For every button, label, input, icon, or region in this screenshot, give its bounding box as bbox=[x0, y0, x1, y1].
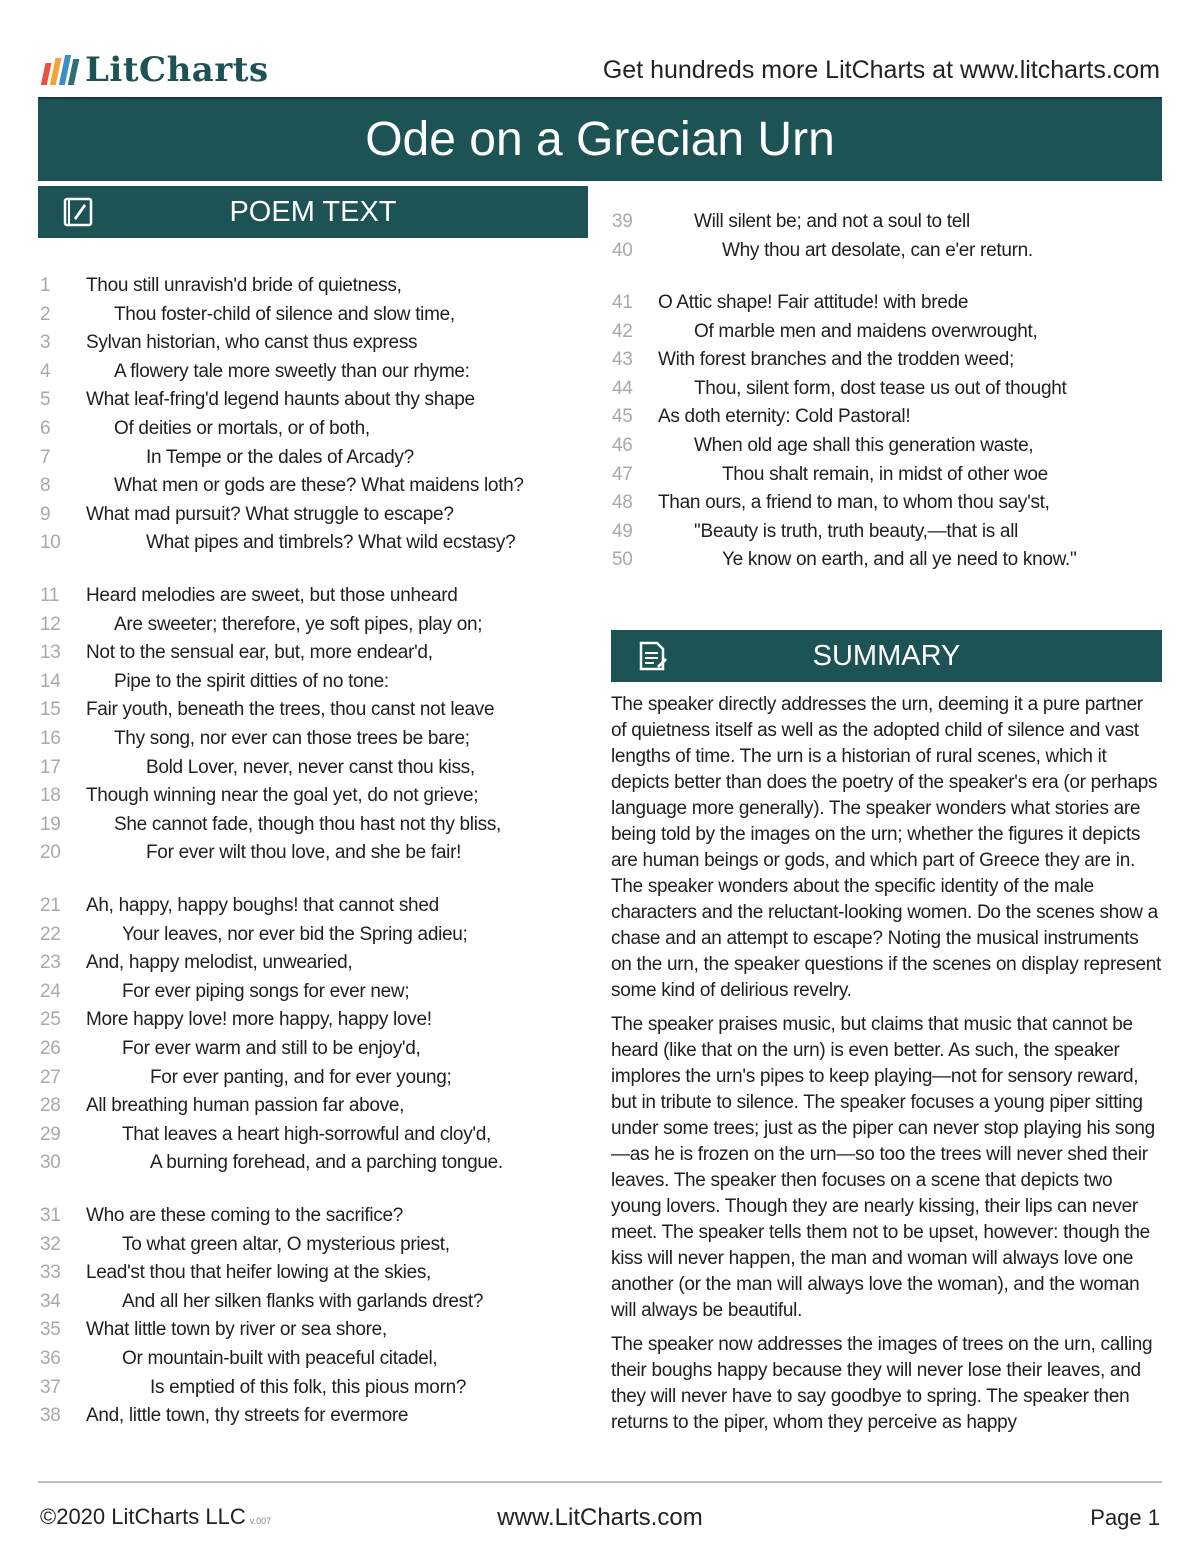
page-title: Ode on a Grecian Urn bbox=[38, 97, 1162, 181]
line-text: Thy song, nor ever can those trees be bare; bbox=[114, 728, 470, 749]
line-number: 44 bbox=[612, 377, 633, 399]
line-text: What pipes and timbrels? What wild ecstasy? bbox=[146, 532, 516, 554]
poem-text-header bbox=[38, 186, 588, 238]
poem-line bbox=[40, 415, 580, 443]
line-number: 33 bbox=[40, 1262, 61, 1284]
line-number: 48 bbox=[612, 492, 633, 514]
copyright-text: ©2020 LitCharts LLC bbox=[40, 1504, 246, 1529]
line-text: Who are these coming to the sacrifice? bbox=[86, 1205, 404, 1226]
line-text: With forest branches and the trodden weed; bbox=[658, 349, 1015, 371]
poem-line bbox=[40, 1259, 580, 1287]
line-text: Bold Lover, never, never canst thou kiss, bbox=[146, 756, 475, 778]
poem-line bbox=[40, 811, 580, 839]
line-number: 10 bbox=[40, 532, 61, 554]
line-text: In Tempe or the dales of Arcady? bbox=[146, 446, 414, 468]
page-number: Page 1 bbox=[1090, 1505, 1160, 1530]
header-tagline[interactable]: Get hundreds more LitCharts at www.litcharts.com bbox=[602, 56, 1160, 84]
line-number: 12 bbox=[40, 613, 61, 635]
poem-line bbox=[40, 1345, 580, 1373]
line-number: 11 bbox=[40, 585, 60, 606]
poem-line bbox=[612, 518, 1152, 546]
line-text: Of marble men and maidens overwrought, bbox=[694, 320, 1038, 342]
line-text: "Beauty is truth, truth beauty,—that is all bbox=[694, 520, 1019, 542]
line-number: 15 bbox=[40, 699, 61, 721]
line-text: Is emptied of this folk, this pious morn? bbox=[150, 1376, 467, 1398]
line-number: 28 bbox=[40, 1095, 61, 1117]
line-text: Lead'st thou that heifer lowing at the skies, bbox=[86, 1262, 432, 1284]
poem-line bbox=[40, 444, 580, 472]
poem-line bbox=[40, 329, 580, 357]
line-number: 6 bbox=[40, 418, 51, 439]
poem-line bbox=[612, 346, 1152, 374]
line-number: 43 bbox=[612, 349, 633, 371]
poem-line bbox=[612, 432, 1152, 460]
line-number: 39 bbox=[612, 211, 633, 232]
line-number: 46 bbox=[612, 435, 633, 456]
line-number: 37 bbox=[40, 1376, 61, 1398]
line-text: Sylvan historian, who canst thus express bbox=[86, 332, 418, 354]
line-number: 50 bbox=[612, 549, 633, 571]
line-text: For ever piping songs for ever new; bbox=[122, 980, 410, 1002]
line-number: 13 bbox=[40, 642, 61, 664]
poem-line bbox=[612, 208, 1152, 236]
line-text: Not to the sensual ear, but, more endear'd, bbox=[86, 642, 433, 664]
poem-line bbox=[612, 375, 1152, 403]
line-number: 1 bbox=[40, 275, 51, 296]
line-text: What little town by river or sea shore, bbox=[86, 1319, 387, 1341]
line-text: More happy love! more happy, happy love! bbox=[86, 1009, 432, 1031]
line-number: 41 bbox=[612, 292, 633, 313]
poem-line bbox=[40, 529, 580, 557]
line-text: A flowery tale more sweetly than our rhyme: bbox=[114, 360, 470, 382]
line-number: 27 bbox=[40, 1066, 61, 1088]
poem-line bbox=[40, 386, 580, 414]
poem-line bbox=[40, 1374, 580, 1402]
line-text: As doth eternity: Cold Pastoral! bbox=[658, 406, 911, 428]
line-number: 30 bbox=[40, 1152, 61, 1174]
line-number: 31 bbox=[40, 1205, 61, 1226]
poem-line bbox=[40, 725, 580, 753]
book-quill-icon bbox=[62, 196, 98, 228]
line-text: Why thou art desolate, can e'er return. bbox=[722, 239, 1033, 261]
summary-paragraph: The speaker praises music, but claims that music that cannot be heard (like that on the urn) is even better. As such, the speaker implores the urn's pipes to keep playing—not for sensory reward, but in tribute to silence. The speaker focuses a young piper sitting under some trees; just as the piper can never stop playing his song—as he is frozen on the urn—so too the trees will never shed their leaves. The speaker then focuses on a scene that depicts two young lovers. Though they are nearly kissing, their lips can never meet. The speaker tells them not to be upset, however: though the kiss will never happen, the man and woman will always love one another (or the man will always love the woman), and the woman will always be beautiful. bbox=[611, 1014, 1155, 1321]
logo-bars-icon bbox=[41, 55, 80, 85]
line-number: 45 bbox=[612, 406, 633, 428]
line-text: That leaves a heart high-sorrowful and cloy'd, bbox=[122, 1123, 491, 1145]
line-text: And all her silken flanks with garlands drest? bbox=[122, 1290, 484, 1312]
line-text: Fair youth, beneath the trees, thou canst not leave bbox=[86, 699, 495, 721]
poem-line bbox=[612, 289, 1152, 317]
poem-line bbox=[612, 489, 1152, 517]
poem-line bbox=[40, 1121, 580, 1149]
summary-paragraph: The speaker now addresses the images of trees on the urn, calling their boughs happy because they will never lose their leaves, and they will never have to say goodbye to spring. The speaker then returns to the piper, whom they perceive as happy bbox=[611, 1334, 1153, 1433]
line-number: 38 bbox=[40, 1405, 61, 1427]
line-number: 4 bbox=[40, 360, 51, 382]
line-number: 14 bbox=[40, 670, 61, 692]
line-number: 22 bbox=[40, 923, 61, 945]
line-text: For ever panting, and for ever young; bbox=[150, 1066, 452, 1088]
poem-line bbox=[40, 921, 580, 949]
logo-text: LitCharts bbox=[85, 50, 269, 90]
line-number: 7 bbox=[40, 446, 51, 468]
line-number: 32 bbox=[40, 1233, 61, 1255]
line-number: 25 bbox=[40, 1009, 61, 1031]
line-number: 2 bbox=[40, 303, 51, 325]
poem-text-heading: POEM TEXT bbox=[229, 196, 397, 228]
line-number: 36 bbox=[40, 1348, 61, 1369]
document-list-icon bbox=[635, 640, 671, 672]
summary-body bbox=[611, 692, 1163, 1454]
poem-line bbox=[40, 1288, 580, 1316]
poem-line bbox=[40, 1035, 580, 1063]
line-number: 29 bbox=[40, 1123, 61, 1145]
line-number: 16 bbox=[40, 728, 61, 749]
line-text: Ye know on earth, and all ye need to know." bbox=[722, 549, 1077, 571]
line-number: 8 bbox=[40, 475, 51, 497]
footer-site-link[interactable]: www.LitCharts.com bbox=[497, 1504, 703, 1531]
line-text: Thou shalt remain, in midst of other woe bbox=[722, 463, 1048, 485]
line-number: 5 bbox=[40, 389, 51, 411]
poem-line bbox=[612, 546, 1152, 574]
poem-line bbox=[40, 1231, 580, 1259]
line-text: To what green altar, O mysterious priest, bbox=[122, 1233, 450, 1255]
line-number: 20 bbox=[40, 842, 61, 864]
line-number: 3 bbox=[40, 332, 51, 354]
poem-line bbox=[612, 461, 1152, 489]
line-text: Than ours, a friend to man, to whom thou say'st, bbox=[658, 492, 1050, 514]
line-text: For ever wilt thou love, and she be fair! bbox=[146, 842, 462, 864]
line-text: For ever warm and still to be enjoy'd, bbox=[122, 1038, 421, 1059]
poem-line bbox=[40, 1316, 580, 1344]
poem-line bbox=[40, 668, 580, 696]
line-text: Thou, silent form, dost tease us out of thought bbox=[694, 377, 1067, 399]
line-text: Of deities or mortals, or of both, bbox=[114, 418, 370, 439]
line-text: What leaf-fring'd legend haunts about thy shape bbox=[86, 389, 475, 411]
poem-line bbox=[40, 1202, 580, 1230]
line-text: Though winning near the goal yet, do not grieve; bbox=[86, 785, 479, 807]
poem-line bbox=[40, 301, 580, 329]
footer-divider bbox=[38, 1481, 1162, 1483]
line-text: All breathing human passion far above, bbox=[86, 1095, 405, 1117]
line-number: 17 bbox=[40, 756, 61, 778]
line-number: 47 bbox=[612, 463, 633, 485]
poem-line bbox=[40, 1402, 580, 1430]
summary-heading: SUMMARY bbox=[812, 640, 961, 672]
poem-line bbox=[40, 272, 580, 300]
litcharts-logo[interactable] bbox=[44, 50, 269, 90]
poem-line bbox=[612, 403, 1152, 431]
poem-line bbox=[40, 892, 580, 920]
line-text: Will silent be; and not a soul to tell bbox=[694, 211, 970, 232]
version-text: v.007 bbox=[249, 1516, 272, 1526]
poem-line bbox=[40, 1092, 580, 1120]
line-text: When old age shall this generation waste, bbox=[694, 435, 1034, 456]
poem-line bbox=[40, 582, 580, 610]
poem-line bbox=[40, 472, 580, 500]
poem-line bbox=[40, 611, 580, 639]
line-text: Thou foster-child of silence and slow time, bbox=[114, 303, 455, 325]
line-number: 23 bbox=[40, 952, 61, 974]
line-number: 35 bbox=[40, 1319, 61, 1341]
line-number: 18 bbox=[40, 785, 61, 807]
line-number: 9 bbox=[40, 503, 51, 525]
poem-line bbox=[40, 358, 580, 386]
line-text: Thou still unravish'd bride of quietness, bbox=[86, 275, 402, 296]
line-text: Pipe to the spirit ditties of no tone: bbox=[114, 670, 389, 692]
line-number: 40 bbox=[612, 239, 633, 261]
line-number: 19 bbox=[40, 813, 61, 835]
poem-line bbox=[612, 318, 1152, 346]
line-text: A burning forehead, and a parching tongue. bbox=[150, 1152, 503, 1174]
line-number: 24 bbox=[40, 980, 61, 1002]
line-text: Are sweeter; therefore, ye soft pipes, play on; bbox=[114, 613, 483, 635]
summary-header bbox=[611, 630, 1162, 682]
poem-line bbox=[40, 696, 580, 724]
poem-line bbox=[40, 839, 580, 867]
line-text: O Attic shape! Fair attitude! with brede bbox=[658, 292, 969, 313]
poem-line bbox=[40, 501, 580, 529]
line-number: 21 bbox=[40, 895, 61, 916]
line-number: 34 bbox=[40, 1290, 61, 1312]
poem-line bbox=[40, 639, 580, 667]
line-text: And, little town, thy streets for evermore bbox=[86, 1405, 409, 1427]
poem-line bbox=[40, 978, 580, 1006]
line-text: Your leaves, nor ever bid the Spring adieu; bbox=[122, 923, 468, 945]
line-text: And, happy melodist, unwearied, bbox=[86, 952, 353, 974]
line-text: Ah, happy, happy boughs! that cannot shed bbox=[86, 895, 439, 916]
line-text: Heard melodies are sweet, but those unheard bbox=[86, 585, 458, 606]
line-number: 26 bbox=[40, 1038, 61, 1059]
line-text: She cannot fade, though thou hast not thy bliss, bbox=[114, 813, 501, 835]
line-number: 49 bbox=[612, 520, 633, 542]
poem-line bbox=[40, 782, 580, 810]
poem-line bbox=[40, 949, 580, 977]
poem-line bbox=[612, 237, 1152, 265]
poem-line bbox=[40, 754, 580, 782]
line-text: Or mountain-built with peaceful citadel, bbox=[122, 1348, 438, 1369]
poem-line bbox=[40, 1064, 580, 1092]
line-text: What mad pursuit? What struggle to escape? bbox=[86, 503, 454, 525]
line-number: 42 bbox=[612, 320, 633, 342]
line-text: What men or gods are these? What maidens loth? bbox=[114, 475, 524, 497]
poem-line bbox=[40, 1149, 580, 1177]
summary-paragraph: The speaker directly addresses the urn, deeming it a pure partner of quietness itself as well as the adopted child of silence and vast lengths of time. The urn is a historian of rural scenes, which it depicts better than does the poetry of the speaker's era (or perhaps language more generally). The speaker wonders what stories are being told by the images on the urn; whether the figures it depicts are human beings or gods, and which part of Greece they are in. The speaker wonders about the specific identity of the male characters and the reluctant-looking women. Do the scenes show a chase and an attempt to escape? Noting the musical instruments on the urn, the speaker questions if the scenes on display represent some kind of delirious revelry. bbox=[611, 694, 1161, 1001]
poem-line bbox=[40, 1006, 580, 1034]
